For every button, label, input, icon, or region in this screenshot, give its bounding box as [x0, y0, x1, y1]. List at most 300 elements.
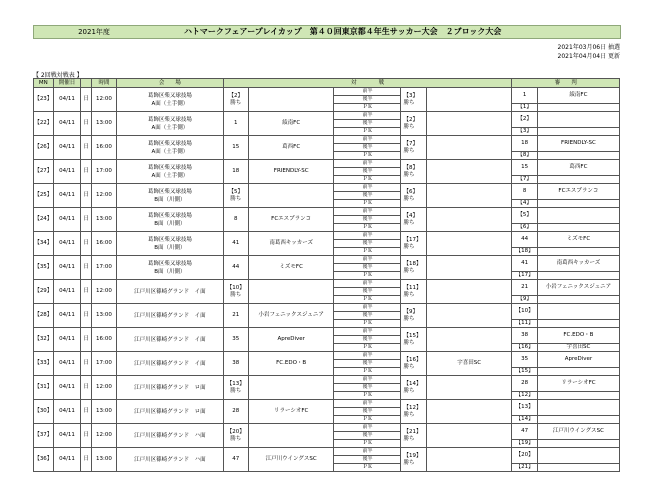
- match-venue: [117, 376, 223, 400]
- match-day: 日: [81, 136, 91, 160]
- match-date: 04/11: [53, 160, 81, 184]
- referee-1-name: [537, 448, 619, 464]
- match-table: [33, 78, 620, 472]
- score-label: ＰＫ: [334, 224, 401, 232]
- venue-name: 江戸川区篠崎グランド ハ面: [134, 432, 206, 439]
- match-number: 【33】: [34, 352, 54, 376]
- match-day: 日: [81, 304, 91, 328]
- home-seed: [223, 256, 248, 280]
- score-label: ＰＫ: [334, 200, 401, 208]
- venue-field: A面（土手側）: [151, 172, 189, 179]
- match-row: [34, 352, 620, 360]
- referee-1-no: 21: [512, 280, 537, 296]
- away-seed: [401, 160, 426, 184]
- referee-1-no: 8: [512, 184, 537, 200]
- away-seed-sub: 勝ち: [403, 267, 415, 274]
- match-row: [34, 88, 620, 96]
- match-time: 12:00: [91, 280, 116, 304]
- home-seed-no: 【20】: [226, 428, 245, 435]
- match-row: [34, 280, 620, 288]
- match-venue: [117, 88, 223, 112]
- home-team: リラーシオFC: [248, 400, 334, 424]
- venue-name: 葛飾区柴又球技場: [147, 164, 192, 171]
- venue-name: 葛飾区柴又球技場: [147, 260, 192, 267]
- away-seed-sub: 勝ち: [403, 387, 415, 394]
- score-label: 前半: [334, 232, 401, 240]
- home-team: 葛西FC: [248, 136, 334, 160]
- referee-1-no: 【5】: [512, 208, 537, 224]
- match-row: [34, 328, 620, 336]
- away-seed-no: 【11】: [403, 284, 422, 291]
- match-date: 04/11: [53, 112, 81, 136]
- referee-1-no: 41: [512, 256, 537, 272]
- referee-1-no: 38: [512, 328, 537, 344]
- col-date: 開催日: [53, 79, 81, 88]
- home-seed: [223, 448, 248, 472]
- away-team: [426, 112, 512, 136]
- match-venue: [117, 448, 223, 472]
- away-seed: [401, 256, 426, 280]
- score-label: 後半: [334, 360, 401, 368]
- venue-name: 江戸川区篠崎グランド ロ面: [134, 384, 206, 391]
- home-seed: [223, 184, 248, 208]
- match-row: [34, 184, 620, 192]
- match-time: 16:00: [91, 136, 116, 160]
- home-team: [248, 424, 334, 448]
- home-seed-no: 18: [232, 168, 240, 174]
- referee-1-name: ミズモFC: [537, 232, 619, 248]
- match-number: 【28】: [34, 304, 54, 328]
- score-label: ＰＫ: [334, 464, 401, 472]
- home-seed: [223, 88, 248, 112]
- score-label: 前半: [334, 352, 401, 360]
- match-row: [34, 256, 620, 264]
- referee-2-no: 【1】: [512, 104, 537, 112]
- match-time: 17:00: [91, 352, 116, 376]
- score-label: 後半: [334, 120, 401, 128]
- venue-name: 江戸川区篠崎グランド ロ面: [134, 408, 206, 415]
- away-seed: [401, 376, 426, 400]
- referee-2-no: 【21】: [512, 464, 537, 472]
- score-label: 後半: [334, 96, 401, 104]
- score-label: ＰＫ: [334, 152, 401, 160]
- match-day: 日: [81, 352, 91, 376]
- home-team: FCエスプランコ: [248, 208, 334, 232]
- match-venue: [117, 328, 223, 352]
- referee-2-no: 【18】: [512, 248, 537, 256]
- score-label: ＰＫ: [334, 272, 401, 280]
- match-date: 04/11: [53, 304, 81, 328]
- match-venue: [117, 280, 223, 304]
- match-date: 04/11: [53, 208, 81, 232]
- away-team: [426, 328, 512, 352]
- match-time: 13:00: [91, 208, 116, 232]
- away-team: [426, 208, 512, 232]
- referee-2-name: [537, 248, 619, 256]
- referee-2-name: [537, 440, 619, 448]
- away-seed-sub: 勝ち: [403, 99, 415, 106]
- away-team: 宇喜田SC: [426, 352, 512, 376]
- away-seed-no: 【19】: [403, 452, 422, 459]
- match-time: 12:00: [91, 424, 116, 448]
- away-seed-no: 【21】: [403, 428, 422, 435]
- score-label: ＰＫ: [334, 320, 401, 328]
- score-label: 前半: [334, 304, 401, 312]
- away-seed: [401, 112, 426, 136]
- referee-1-no: 【2】: [512, 112, 537, 128]
- away-seed-sub: 勝ち: [403, 291, 415, 298]
- home-seed-no: 【13】: [226, 380, 245, 387]
- match-day: 日: [81, 448, 91, 472]
- away-seed-sub: 勝ち: [403, 339, 415, 346]
- match-number: 【26】: [34, 136, 54, 160]
- referee-2-no: 【11】: [512, 320, 537, 328]
- referee-2-no: 【7】: [512, 176, 537, 184]
- referee-2-name: [537, 224, 619, 232]
- referee-1-name: 葛西FC: [537, 160, 619, 176]
- away-seed-no: 【15】: [403, 332, 422, 339]
- home-seed: [223, 136, 248, 160]
- venue-name: 江戸川区篠崎グランド イ面: [134, 360, 206, 367]
- score-label: 後半: [334, 264, 401, 272]
- home-seed-no: 35: [232, 336, 240, 342]
- away-seed: [401, 232, 426, 256]
- score-label: 前半: [334, 328, 401, 336]
- home-seed-no: 44: [232, 264, 240, 270]
- score-label: 後半: [334, 192, 401, 200]
- score-label: 後半: [334, 456, 401, 464]
- match-time: 13:00: [91, 400, 116, 424]
- match-date: 04/11: [53, 400, 81, 424]
- away-seed-sub: 勝ち: [403, 315, 415, 322]
- venue-field: B面（川側）: [154, 196, 186, 203]
- away-seed-sub: 勝ち: [403, 243, 415, 250]
- match-number: 【32】: [34, 328, 54, 352]
- referee-2-name: 宇喜田SC: [537, 344, 619, 352]
- score-label: ＰＫ: [334, 296, 401, 304]
- away-seed: [401, 328, 426, 352]
- referee-1-no: 15: [512, 160, 537, 176]
- away-seed-no: 【17】: [403, 236, 422, 243]
- score-label: ＰＫ: [334, 344, 401, 352]
- referee-2-name: [537, 464, 619, 472]
- away-team: [426, 376, 512, 400]
- home-seed: [223, 208, 248, 232]
- home-team: [248, 184, 334, 208]
- score-label: ＰＫ: [334, 416, 401, 424]
- home-seed: [223, 280, 248, 304]
- referee-1-name: FRIENDLY-SC: [537, 136, 619, 152]
- away-seed: [401, 448, 426, 472]
- match-day: 日: [81, 160, 91, 184]
- match-number: 【22】: [34, 112, 54, 136]
- match-time: 13:00: [91, 448, 116, 472]
- home-seed-no: 8: [233, 216, 238, 222]
- match-day: 日: [81, 328, 91, 352]
- col-referee: 審 判: [512, 79, 620, 88]
- home-seed-no: 47: [232, 456, 240, 462]
- match-date: 04/11: [53, 184, 81, 208]
- match-row: [34, 112, 620, 120]
- match-day: 日: [81, 88, 91, 112]
- referee-2-no: 【15】: [512, 368, 537, 376]
- match-day: 日: [81, 376, 91, 400]
- match-time: 13:00: [91, 112, 116, 136]
- referee-1-no: 44: [512, 232, 537, 248]
- away-team: [426, 448, 512, 472]
- match-venue: [117, 208, 223, 232]
- away-team: [426, 88, 512, 112]
- home-team: 小岩フェニックスジュニア: [248, 304, 334, 328]
- title-banner: [33, 25, 621, 39]
- home-seed-sub: 勝ち: [230, 291, 242, 298]
- home-team: [248, 376, 334, 400]
- home-seed-no: 21: [232, 312, 240, 318]
- referee-2-no: 【17】: [512, 272, 537, 280]
- match-number: 【30】: [34, 400, 54, 424]
- page-title: ハトマークフェアープレイカップ 第４０回東京都４年生サッカー大会 ２ブロック大会: [184, 27, 502, 36]
- home-team: [248, 88, 334, 112]
- match-number: 【37】: [34, 424, 54, 448]
- referee-1-no: 【10】: [512, 304, 537, 320]
- match-day: 日: [81, 400, 91, 424]
- match-row: [34, 424, 620, 432]
- score-label: 後半: [334, 216, 401, 224]
- score-label: 前半: [334, 208, 401, 216]
- referee-1-name: 小岩フェニックスジュニア: [537, 280, 619, 296]
- match-date: 04/11: [53, 376, 81, 400]
- score-label: 後半: [334, 432, 401, 440]
- away-seed-sub: 勝ち: [403, 147, 415, 154]
- referee-2-no: 【19】: [512, 440, 537, 448]
- match-number: 【36】: [34, 448, 54, 472]
- away-team: [426, 304, 512, 328]
- away-seed-no: 【18】: [403, 260, 422, 267]
- referee-1-name: [537, 112, 619, 128]
- away-seed-no: 【6】: [403, 188, 418, 195]
- home-seed: [223, 160, 248, 184]
- referee-2-name: [537, 200, 619, 208]
- match-venue: [117, 304, 223, 328]
- score-label: 後半: [334, 384, 401, 392]
- col-match: 対 戦: [223, 79, 512, 88]
- away-seed: [401, 136, 426, 160]
- match-row: [34, 160, 620, 168]
- away-seed-no: 【9】: [403, 308, 418, 315]
- referee-1-name: [537, 304, 619, 320]
- referee-2-name: [537, 128, 619, 136]
- away-team: [426, 232, 512, 256]
- home-team: [248, 280, 334, 304]
- match-time: 12:00: [91, 184, 116, 208]
- referee-2-name: [537, 416, 619, 424]
- away-seed-sub: 勝ち: [403, 459, 415, 466]
- match-time: 17:00: [91, 160, 116, 184]
- referee-2-no: 【9】: [512, 296, 537, 304]
- venue-name: 江戸川区篠崎グランド イ面: [134, 312, 206, 319]
- header-row: [34, 79, 620, 88]
- match-row: [34, 208, 620, 216]
- match-date: 04/11: [53, 136, 81, 160]
- referee-2-no: 【16】: [512, 344, 537, 352]
- match-time: 13:00: [91, 304, 116, 328]
- referee-1-name: [537, 208, 619, 224]
- home-seed-sub: 勝ち: [230, 195, 242, 202]
- match-number: 【35】: [34, 256, 54, 280]
- away-team: [426, 280, 512, 304]
- away-seed-no: 【4】: [403, 212, 418, 219]
- home-seed-no: 28: [232, 408, 240, 414]
- referee-2-no: 【12】: [512, 392, 537, 400]
- match-venue: [117, 352, 223, 376]
- home-seed-no: 41: [232, 240, 240, 246]
- score-label: ＰＫ: [334, 392, 401, 400]
- away-seed: [401, 304, 426, 328]
- away-seed-no: 【16】: [403, 356, 422, 363]
- venue-field: B面（川側）: [154, 268, 186, 275]
- match-number: 【34】: [34, 232, 54, 256]
- venue-name: 葛飾区柴又球技場: [147, 188, 192, 195]
- away-seed: [401, 352, 426, 376]
- match-time: 16:00: [91, 232, 116, 256]
- section-heading: 【 2回戦対戦表 】: [33, 72, 83, 79]
- match-day: 日: [81, 424, 91, 448]
- score-label: 前半: [334, 112, 401, 120]
- match-row: [34, 232, 620, 240]
- home-seed-sub: 勝ち: [230, 387, 242, 394]
- home-seed: [223, 112, 248, 136]
- score-label: 前半: [334, 136, 401, 144]
- home-team: ApreDiver: [248, 328, 334, 352]
- match-number: 【25】: [34, 184, 54, 208]
- score-label: 後半: [334, 168, 401, 176]
- match-time: 12:00: [91, 376, 116, 400]
- match-date: 04/11: [53, 88, 81, 112]
- referee-2-name: [537, 392, 619, 400]
- score-label: 後半: [334, 408, 401, 416]
- match-time: 17:00: [91, 256, 116, 280]
- referee-2-name: [537, 176, 619, 184]
- score-label: ＰＫ: [334, 248, 401, 256]
- venue-field: B面（川側）: [154, 220, 186, 227]
- match-row: [34, 304, 620, 312]
- referee-2-no: 【14】: [512, 416, 537, 424]
- venue-field: A面（土手側）: [151, 148, 189, 155]
- venue-name: 江戸川区篠崎グランド イ面: [134, 336, 206, 343]
- match-number: 【24】: [34, 208, 54, 232]
- referee-1-name: リラーシオFC: [537, 376, 619, 392]
- home-seed: [223, 328, 248, 352]
- score-label: ＰＫ: [334, 440, 401, 448]
- match-time: 16:00: [91, 328, 116, 352]
- match-date: 04/11: [53, 448, 81, 472]
- match-date: 04/11: [53, 424, 81, 448]
- away-seed-sub: 勝ち: [403, 219, 415, 226]
- match-row: [34, 400, 620, 408]
- home-seed-sub: 勝ち: [230, 435, 242, 442]
- match-time: 12:00: [91, 88, 116, 112]
- home-team: FRIENDLY-SC: [248, 160, 334, 184]
- match-venue: [117, 160, 223, 184]
- away-seed-no: 【8】: [403, 164, 418, 171]
- home-seed-no: 【5】: [228, 188, 243, 195]
- match-day: 日: [81, 208, 91, 232]
- match-venue: [117, 112, 223, 136]
- score-label: 前半: [334, 184, 401, 192]
- referee-1-no: 【20】: [512, 448, 537, 464]
- home-seed-no: 【10】: [226, 284, 245, 291]
- score-label: 前半: [334, 160, 401, 168]
- match-venue: [117, 256, 223, 280]
- home-seed-no: 15: [232, 144, 240, 150]
- home-seed-no: 1: [233, 120, 238, 126]
- score-label: 後半: [334, 336, 401, 344]
- away-seed-no: 【12】: [403, 404, 422, 411]
- home-seed: [223, 400, 248, 424]
- match-day: 日: [81, 280, 91, 304]
- away-seed-sub: 勝ち: [403, 411, 415, 418]
- away-seed-sub: 勝ち: [403, 123, 415, 130]
- referee-1-no: 【13】: [512, 400, 537, 416]
- venue-name: 葛飾区柴又球技場: [147, 140, 192, 147]
- match-venue: [117, 184, 223, 208]
- away-seed-sub: 勝ち: [403, 195, 415, 202]
- venue-name: 江戸川区篠崎グランド イ面: [134, 288, 206, 295]
- away-team: [426, 256, 512, 280]
- score-label: 後半: [334, 312, 401, 320]
- referee-1-name: 綾南FC: [537, 88, 619, 104]
- away-team: [426, 136, 512, 160]
- score-label: 後半: [334, 144, 401, 152]
- referee-2-name: [537, 272, 619, 280]
- col-mn: MN: [34, 79, 54, 88]
- referee-2-no: 【8】: [512, 152, 537, 160]
- col-day: [81, 79, 91, 88]
- score-label: 前半: [334, 256, 401, 264]
- score-label: 前半: [334, 280, 401, 288]
- away-seed: [401, 424, 426, 448]
- match-date: 04/11: [53, 232, 81, 256]
- away-seed: [401, 280, 426, 304]
- home-team: 南葛西キッカーズ: [248, 232, 334, 256]
- match-venue: [117, 400, 223, 424]
- match-day: 日: [81, 112, 91, 136]
- referee-1-no: 18: [512, 136, 537, 152]
- score-label: 前半: [334, 448, 401, 456]
- score-label: 前半: [334, 424, 401, 432]
- score-label: 後半: [334, 240, 401, 248]
- home-team: 江戸川ウイングスSC: [248, 448, 334, 472]
- home-seed: [223, 232, 248, 256]
- match-venue: [117, 424, 223, 448]
- away-team: [426, 424, 512, 448]
- match-number: 【29】: [34, 280, 54, 304]
- home-seed: [223, 304, 248, 328]
- match-venue: [117, 232, 223, 256]
- match-number: 【31】: [34, 376, 54, 400]
- home-seed-no: 38: [232, 360, 240, 366]
- referee-1-name: ApreDiver: [537, 352, 619, 368]
- match-row: [34, 448, 620, 456]
- referee-1-name: FCエスプランコ: [537, 184, 619, 200]
- col-venue: 会 場: [117, 79, 223, 88]
- referee-2-no: 【6】: [512, 224, 537, 232]
- away-team: [426, 184, 512, 208]
- referee-2-name: [537, 368, 619, 376]
- col-time: 時間: [91, 79, 116, 88]
- away-seed: [401, 184, 426, 208]
- away-team: [426, 400, 512, 424]
